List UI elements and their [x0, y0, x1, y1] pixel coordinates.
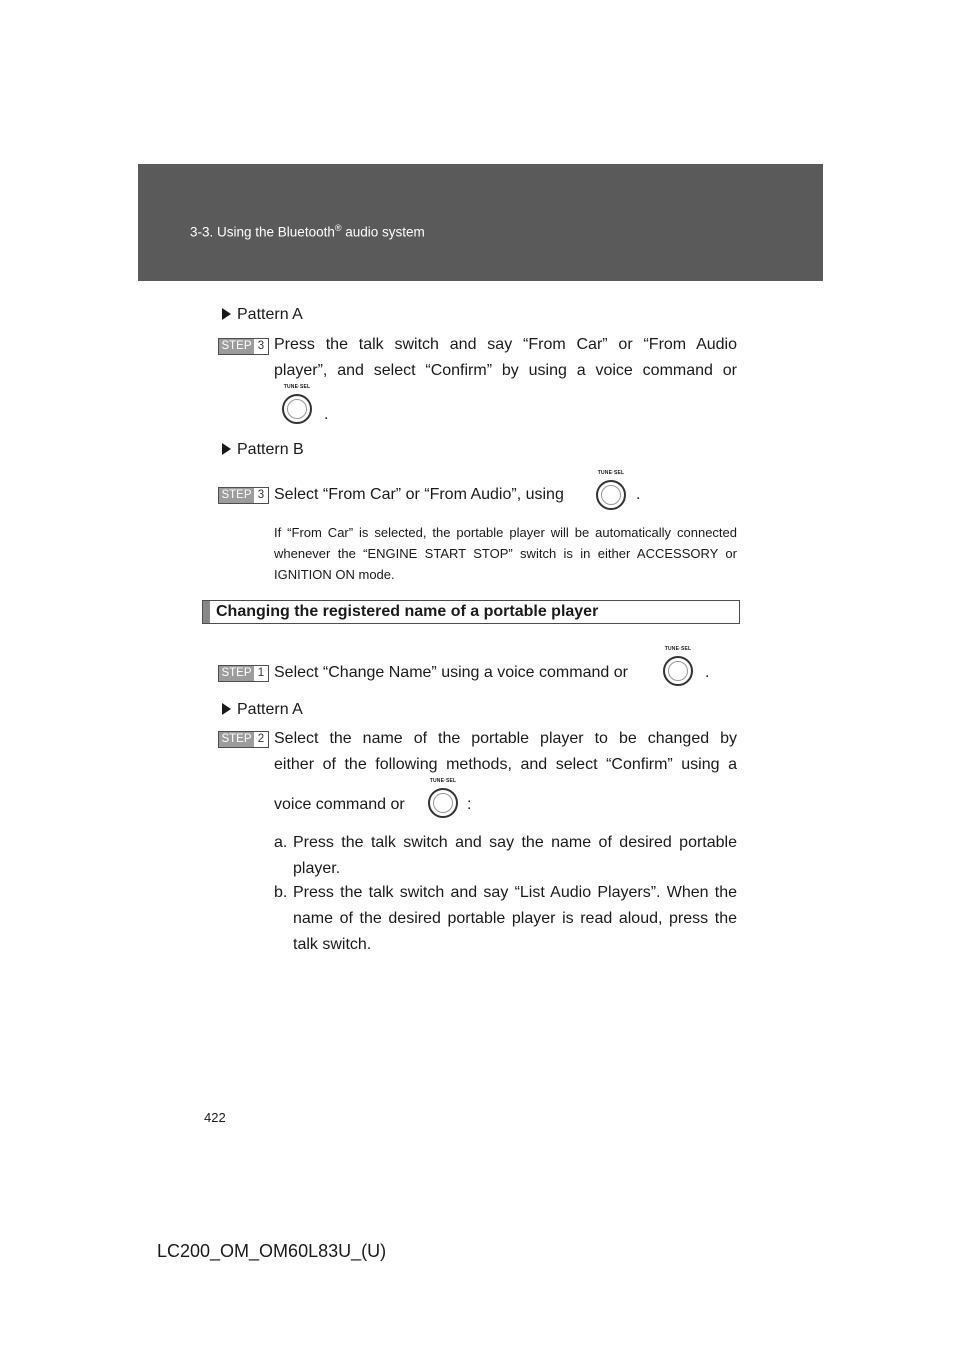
list-item-b: Press the talk switch and say “List Audio Players”. When the name of the desired portable player is read aloud, press the talk switch.	[293, 884, 737, 953]
step3b-end: .	[636, 486, 641, 503]
step-1-badge	[218, 665, 269, 682]
step3b-text: Select “From Car” or “From Audio”, using	[274, 486, 564, 503]
step-label: STEP	[219, 339, 254, 354]
step3a-end: .	[324, 406, 329, 423]
tune-sel-knob-icon: TUNE·SEL	[276, 384, 318, 434]
step-3-badge	[218, 338, 269, 355]
step3a-line1: Press the talk switch and say “From Car” or “From Audio	[274, 336, 737, 353]
section-title: 3-3. Using the Bluetooth® audio system	[190, 223, 425, 240]
tune-sel-knob-icon: TUNE·SEL	[422, 778, 464, 828]
heading-bar	[203, 601, 210, 623]
list-marker-b: b.	[274, 884, 288, 901]
triangle-bullet-icon	[222, 308, 231, 320]
step2-end: :	[467, 796, 472, 813]
section-header-bar	[138, 164, 823, 281]
step2-line3: voice command or	[274, 796, 405, 813]
section-heading-text: Changing the registered name of a portable player	[216, 603, 599, 620]
pattern-a-label: Pattern A	[222, 305, 303, 325]
step2-line2: either of the following methods, and select “Confirm” using a	[274, 756, 737, 773]
tune-sel-knob-icon: TUNE·SEL	[590, 470, 632, 520]
triangle-bullet-icon	[222, 443, 231, 455]
step1-text: Select “Change Name” using a voice command or	[274, 664, 628, 681]
step2-line1: Select the name of the portable player to be changed by	[274, 730, 737, 747]
triangle-bullet-icon	[222, 703, 231, 715]
step-label: STEP	[219, 488, 254, 503]
step-label: STEP	[219, 732, 254, 747]
step-number: 3	[257, 489, 265, 501]
step-3b-badge	[218, 487, 269, 504]
step-label: STEP	[219, 666, 254, 681]
list-item-a: Press the talk switch and say the name of desired portable player.	[293, 834, 737, 877]
page-number: 422	[204, 1110, 226, 1125]
step1-end: .	[705, 664, 710, 681]
section-heading	[202, 600, 740, 624]
step-number: 3	[257, 340, 265, 352]
document-code: LC200_OM_OM60L83U_(U)	[157, 1241, 387, 1261]
tune-sel-knob-icon: TUNE·SEL	[657, 646, 699, 696]
step3a-line2: player”, and select “Confirm” by using a voice command or	[274, 362, 737, 379]
step-number: 1	[257, 667, 265, 679]
pattern-b-label: Pattern B	[222, 440, 304, 460]
step-2-badge	[218, 731, 269, 748]
step-number: 2	[257, 733, 265, 745]
registered-mark: ®	[334, 223, 342, 233]
pattern-a-label-2: Pattern A	[222, 700, 303, 720]
list-marker-a: a.	[274, 834, 288, 851]
note-text: If “From Car” is selected, the portable player will be automatically connected whenever the “ENGINE START STOP” switch is in either ACCESSORY or IGNITION ON mode.	[274, 525, 737, 582]
